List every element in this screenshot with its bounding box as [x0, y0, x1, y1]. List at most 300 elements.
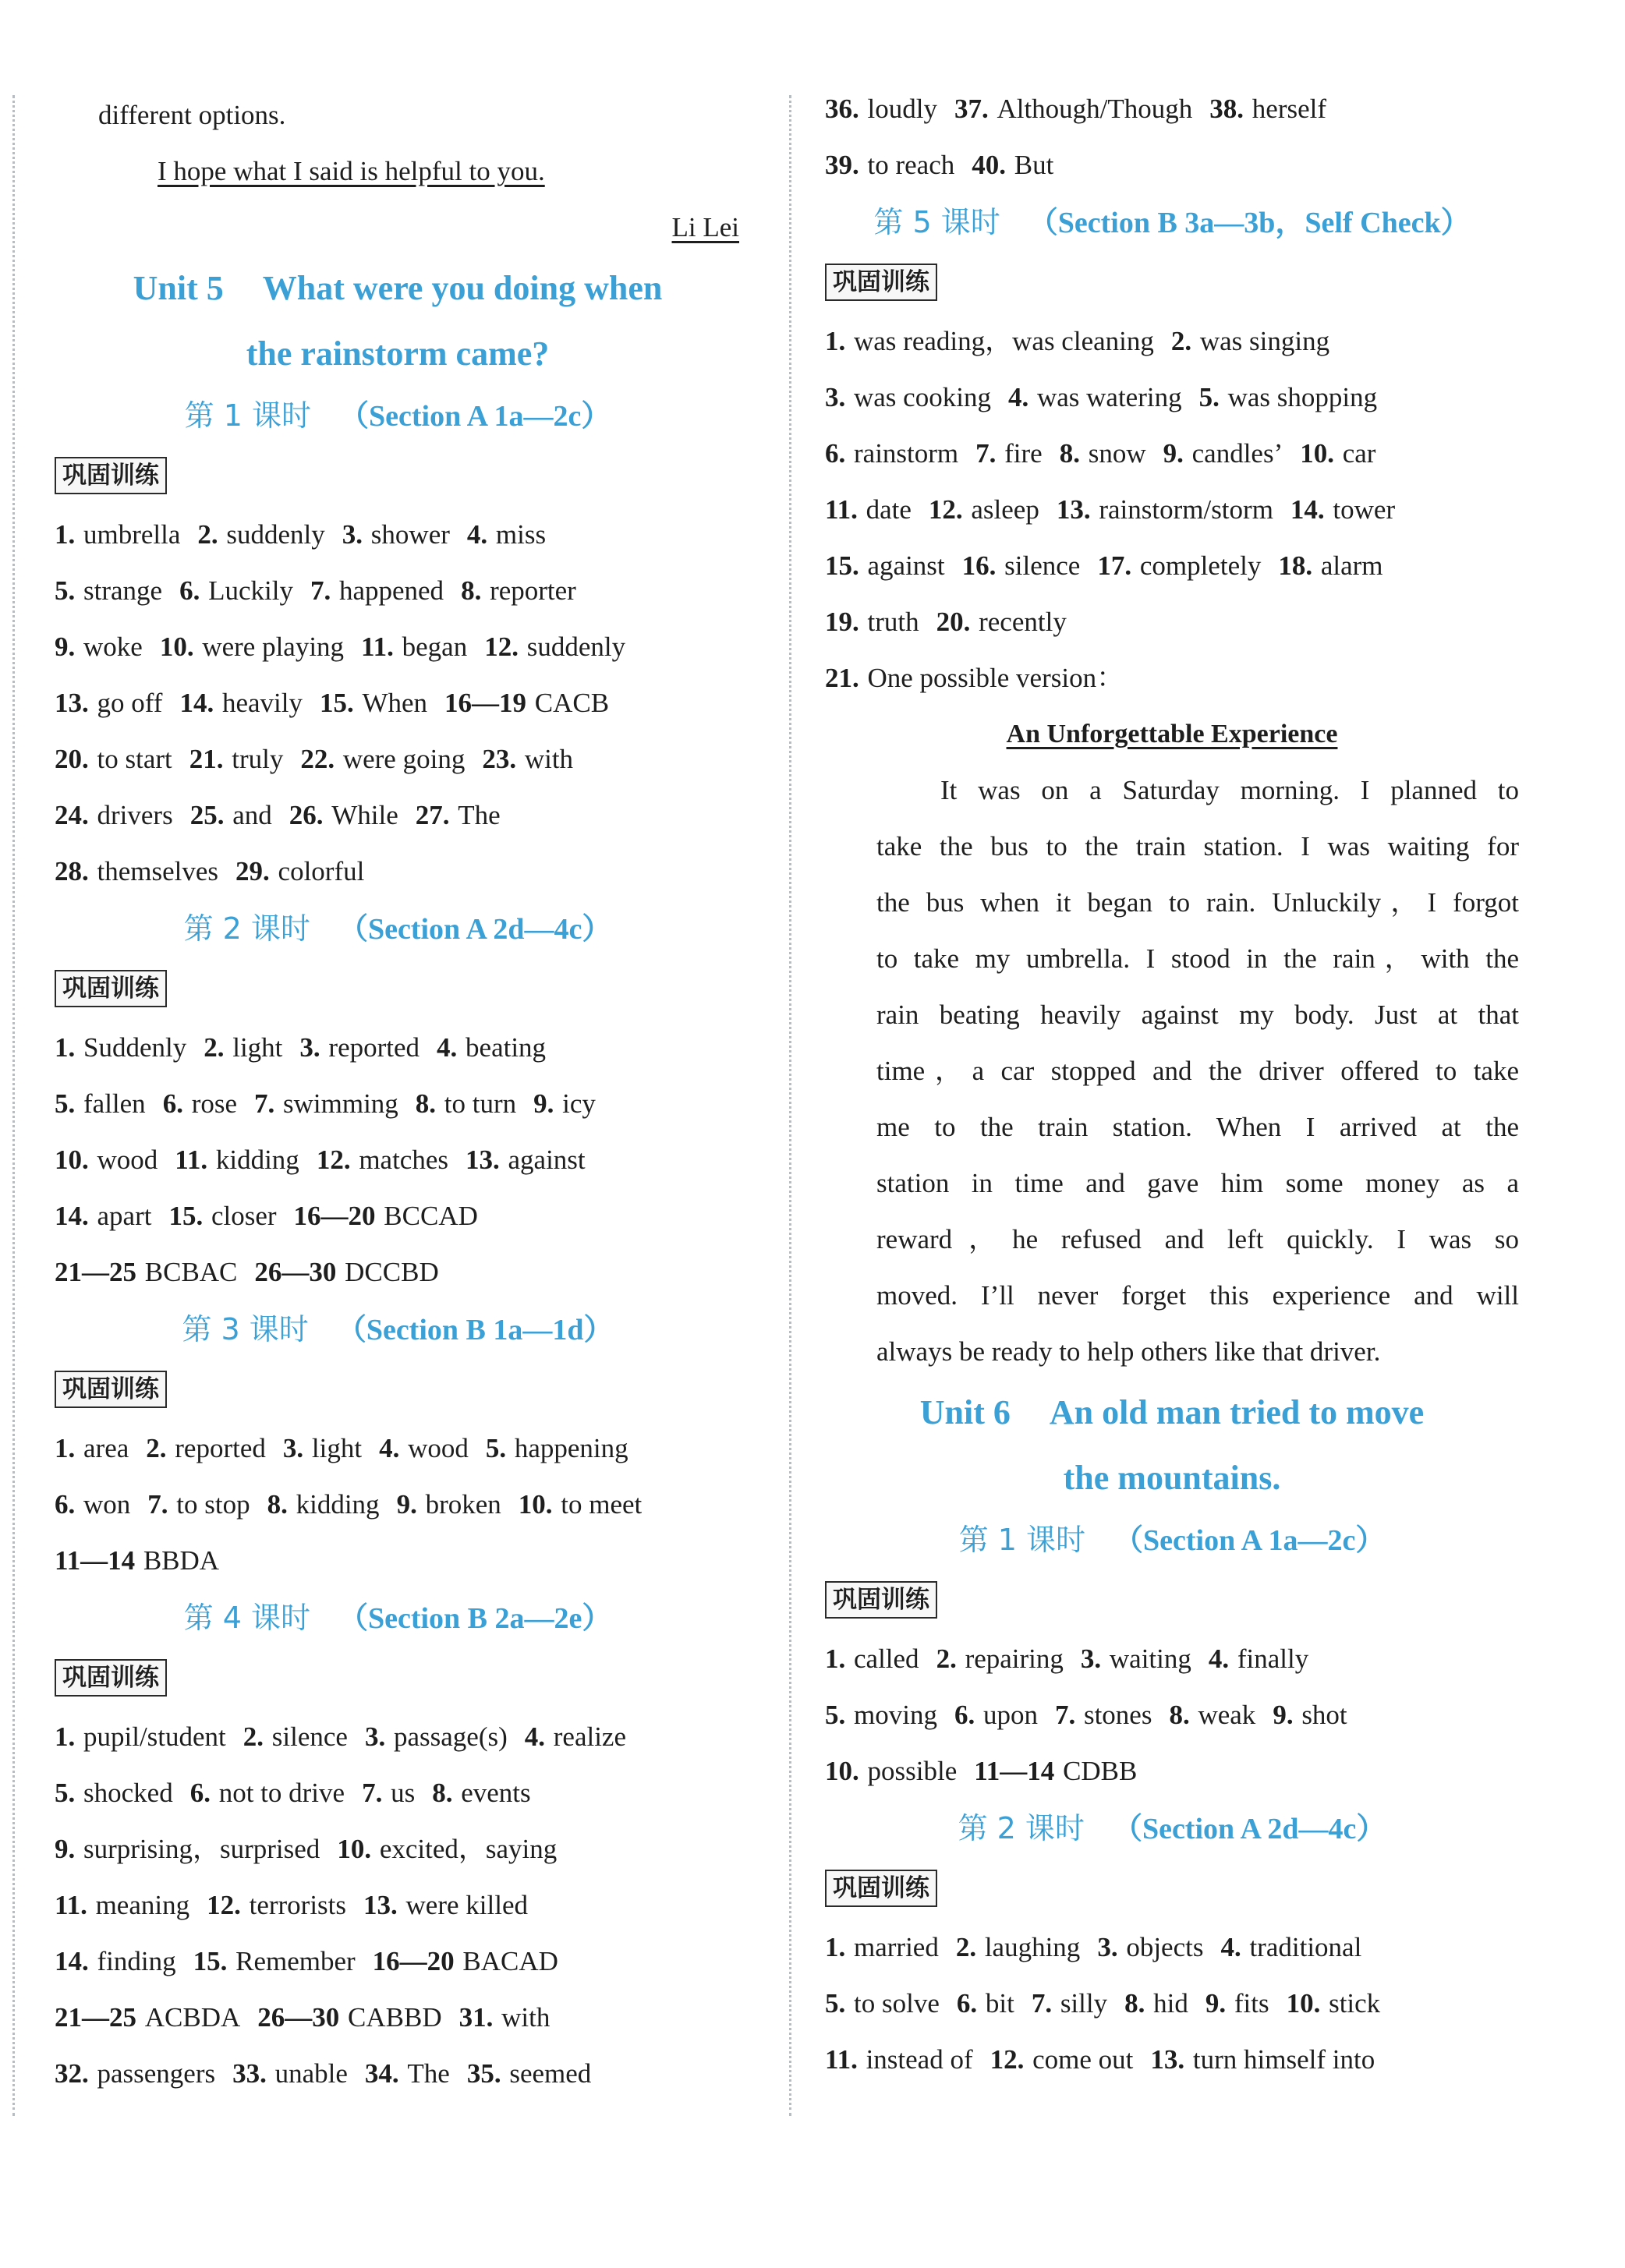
unit5-lesson2	[55, 900, 741, 1300]
answer-text: suddenly	[226, 519, 325, 550]
lesson-section: （Section B 1a—1d）	[336, 1314, 614, 1346]
answer-text: rainstorm/storm	[1099, 494, 1273, 525]
lesson-section: （Section A 1a—2c）	[339, 400, 611, 433]
answer-number: 3.	[299, 1032, 320, 1063]
essay-line: to take my umbrella. I stood in the rain，with the	[876, 943, 1519, 974]
answer-text: married	[854, 1932, 939, 1962]
essay-line: always be ready to help others like that driver.	[876, 1336, 1381, 1367]
practice-tag: 巩固训练	[825, 1870, 937, 1907]
answer-number: 37.	[954, 94, 989, 124]
answer-text: silence	[1004, 550, 1081, 581]
answer-number: 5.	[55, 1778, 76, 1808]
answer-line	[55, 1477, 741, 1533]
answer-line	[825, 482, 1519, 538]
right-column	[825, 81, 1519, 2088]
answer-text: passage(s)	[393, 1721, 508, 1752]
lesson-section: （Section A 1a—2c）	[1113, 1524, 1386, 1557]
lesson-section: （Section A 2d—4c）	[1112, 1813, 1386, 1845]
answer-text: colorful	[278, 856, 365, 886]
answer-text: not to drive	[218, 1778, 345, 1808]
answer-number: 3.	[1080, 1644, 1102, 1674]
answer-text: CDBB	[1063, 1756, 1138, 1786]
answer-line	[55, 563, 741, 619]
answer-number: 1.	[55, 519, 76, 550]
answer-line	[55, 1990, 741, 2046]
lesson-section: （Section B 2a—2e）	[338, 1602, 612, 1635]
answer-number: 5.	[55, 1088, 76, 1119]
answer-text: suddenly	[526, 632, 626, 662]
essay-line: moved. I’ll never forget this experience and will	[876, 1280, 1519, 1311]
lesson-number: 第 1 课时	[958, 1523, 1085, 1557]
answer-text: was cooking	[854, 382, 991, 412]
answer-text: excited，saying	[379, 1834, 558, 1864]
answer-text: events	[461, 1778, 531, 1808]
answer-number: 10.	[825, 1756, 859, 1786]
answer-number: 31.	[458, 2002, 494, 2033]
answer-number: 8.	[1169, 1700, 1190, 1730]
answer-number: 2.	[243, 1721, 264, 1752]
answer-number: 8.	[267, 1489, 288, 1520]
answer-number: 1.	[825, 1644, 846, 1674]
answer-number: 1.	[55, 1433, 76, 1463]
answer-line	[55, 1421, 741, 1477]
answer-text: meaning	[95, 1890, 190, 1920]
answer-number: 11.	[825, 2044, 858, 2075]
practice-tag-row	[55, 1647, 741, 1709]
answer-number: 14.	[55, 1201, 89, 1231]
answer-number: 4.	[1208, 1644, 1230, 1674]
answer-text: stones	[1083, 1700, 1152, 1730]
answer-number: 3.	[1097, 1932, 1118, 1962]
answer-number: 21.	[189, 744, 224, 774]
answer-text: apart	[97, 1201, 152, 1231]
answer-text: One possible version：	[867, 663, 1124, 693]
answer-text: objects	[1126, 1932, 1204, 1962]
answer-text: Remember	[235, 1946, 356, 1976]
answer-text: BCCAD	[384, 1201, 478, 1231]
left-column	[55, 87, 741, 2102]
answer-text: But	[1014, 150, 1054, 180]
answer-text: While	[331, 800, 398, 830]
answer-number: 5.	[55, 575, 76, 606]
answer-text: kidding	[296, 1489, 380, 1520]
answer-text: to start	[97, 744, 172, 774]
answer-text: silence	[271, 1721, 348, 1752]
answer-line	[55, 1020, 741, 1076]
answer-text: shot	[1301, 1700, 1347, 1730]
unit6-lesson1	[825, 1511, 1519, 1799]
answer-text: themselves	[97, 856, 219, 886]
answer-number: 9.	[1273, 1700, 1294, 1730]
practice-tag: 巩固训练	[55, 970, 167, 1007]
answer-text: recently	[979, 607, 1067, 637]
answer-text: passengers	[97, 2058, 216, 2089]
answer-number: 6.	[189, 1778, 211, 1808]
essay-line: station in time and gave him some money as a	[876, 1168, 1519, 1198]
answer-number: 10.	[1286, 1988, 1321, 2019]
lesson-heading	[55, 1589, 741, 1647]
answer-text: matches	[359, 1145, 448, 1175]
answer-line	[825, 137, 1519, 193]
answer-line	[825, 1976, 1519, 2032]
answer-text: terrorists	[249, 1890, 347, 1920]
unit5-lesson4	[55, 1589, 741, 2102]
answer-number: 3.	[342, 519, 363, 550]
practice-tag: 巩固训练	[825, 1581, 937, 1619]
answer-number: 2.	[955, 1932, 977, 1962]
answer-text: heavily	[221, 688, 303, 718]
answer-text: car	[1342, 438, 1376, 469]
answer-line	[825, 650, 1519, 706]
answer-text: shocked	[83, 1778, 173, 1808]
answer-number: 6.	[954, 1700, 975, 1730]
answer-number: 6.	[55, 1489, 76, 1520]
answer-text: asleep	[971, 494, 1039, 525]
answer-text: reporter	[490, 575, 576, 606]
answer-text: upon	[982, 1700, 1038, 1730]
answer-line	[55, 619, 741, 675]
unit5-heading-line1	[55, 256, 741, 321]
answer-line	[55, 1533, 741, 1589]
letter-hope-line	[55, 143, 741, 200]
practice-tag: 巩固训练	[55, 457, 167, 494]
column-divider	[789, 95, 791, 2116]
answer-number: 5.	[825, 1988, 846, 2019]
answer-text: were going	[342, 744, 466, 774]
essay-line: the bus when it began to rain. Unluckily，I forgot	[876, 887, 1519, 918]
answer-number: 4.	[1220, 1932, 1241, 1962]
answer-text: miss	[495, 519, 547, 550]
essay-line: rain beating heavily against my body. Just at that	[876, 1000, 1519, 1030]
answer-text: CACB	[534, 688, 610, 718]
answer-number: 34.	[364, 2058, 399, 2089]
answer-text: herself	[1251, 94, 1327, 124]
answer-number: 21—25	[55, 2002, 136, 2033]
answer-number: 6.	[179, 575, 200, 606]
answer-text: truly	[232, 744, 284, 774]
answer-text: with	[501, 2002, 551, 2033]
answer-text: date	[866, 494, 912, 525]
answer-line	[825, 594, 1519, 650]
answer-number: 3.	[825, 382, 846, 412]
answer-number: 9.	[1205, 1988, 1227, 2019]
answer-number: 12.	[316, 1145, 351, 1175]
answer-number: 7.	[1054, 1700, 1076, 1730]
answer-number: 2.	[204, 1032, 225, 1063]
answer-text: was shopping	[1227, 382, 1378, 412]
answer-number: 4.	[524, 1721, 545, 1752]
answer-number: 12.	[484, 632, 519, 662]
answer-text: were killed	[405, 1890, 528, 1920]
answer-number: 4.	[466, 519, 488, 550]
unit5-title-a: What were you doing when	[262, 269, 663, 307]
answer-number: 36.	[825, 94, 859, 124]
answer-number: 7.	[362, 1778, 383, 1808]
answer-number: 17.	[1097, 550, 1132, 581]
answer-text: loudly	[867, 94, 937, 124]
answer-line	[55, 1877, 741, 1934]
answer-number: 13.	[466, 1145, 500, 1175]
answer-number: 3.	[282, 1433, 304, 1463]
answer-number: 8.	[461, 575, 482, 606]
answer-text: and	[232, 800, 272, 830]
lesson-number: 第 4 课时	[183, 1601, 310, 1635]
unit5-lesson3	[55, 1300, 741, 1589]
answer-text: silly	[1060, 1988, 1108, 2019]
answer-text: swimming	[283, 1088, 398, 1119]
practice-tag-row	[825, 1857, 1519, 1919]
answer-text: go off	[97, 688, 163, 718]
answer-line	[55, 1188, 741, 1244]
answer-number: 7.	[1031, 1988, 1053, 2019]
answer-number: 29.	[235, 856, 270, 886]
letter-hope-text: I hope what I said is helpful to you.	[158, 156, 545, 186]
answer-text: to turn	[444, 1088, 517, 1119]
answer-number: 18.	[1278, 550, 1313, 581]
answer-number: 12.	[928, 494, 963, 525]
answer-text: instead of	[866, 2044, 973, 2075]
unit5-title-b: the rainstorm came?	[246, 334, 550, 373]
answer-number: 4.	[437, 1032, 458, 1063]
answer-line	[55, 675, 741, 731]
answer-number: 11.	[175, 1145, 208, 1175]
answer-number: 11.	[55, 1890, 87, 1920]
answer-text: light	[311, 1433, 363, 1463]
answer-text: DCCBD	[345, 1257, 439, 1287]
answer-text: drivers	[97, 800, 173, 830]
answer-text: area	[83, 1433, 129, 1463]
answer-number: 13.	[55, 688, 89, 718]
answer-number: 14.	[179, 688, 214, 718]
answer-text: BBDA	[143, 1545, 220, 1576]
answer-text: against	[867, 550, 945, 581]
answer-text: finding	[97, 1946, 176, 1976]
answer-number: 11—14	[55, 1545, 136, 1576]
answer-text: to meet	[561, 1489, 643, 1520]
practice-tag: 巩固训练	[55, 1659, 167, 1697]
answer-text: surprising，surprised	[83, 1834, 320, 1864]
answer-text: against	[508, 1145, 586, 1175]
answer-number: 4.	[379, 1433, 400, 1463]
answer-line	[825, 1631, 1519, 1687]
answer-number: 5.	[485, 1433, 507, 1463]
answer-number: 15.	[319, 688, 354, 718]
essay-line: It was on a Saturday morning. I planned to	[940, 775, 1519, 805]
practice-tag: 巩固训练	[825, 264, 937, 301]
essay-line: reward，he refused and left quickly. I was so	[876, 1224, 1519, 1254]
answer-number: 9.	[533, 1088, 554, 1119]
answer-number: 14.	[55, 1946, 89, 1976]
unit5-lesson4-continued	[825, 81, 1519, 193]
unit6-number: Unit 6	[919, 1393, 1011, 1431]
answer-text: tower	[1333, 494, 1396, 525]
answer-text: When	[362, 688, 428, 718]
answer-number: 11.	[825, 494, 858, 525]
unit6-title-a: An old man tried to move	[1049, 1393, 1425, 1431]
answer-text: BACAD	[462, 1946, 558, 1976]
answer-text: CABBD	[348, 2002, 442, 2033]
answer-text: turn himself into	[1192, 2044, 1375, 2075]
answer-number: 4.	[1007, 382, 1029, 412]
answer-number: 7.	[147, 1489, 168, 1520]
unit5-number: Unit 5	[133, 269, 224, 307]
answer-number: 8.	[415, 1088, 437, 1119]
answer-number: 22.	[300, 744, 335, 774]
answer-number: 19.	[825, 607, 859, 637]
answer-line	[825, 313, 1519, 370]
unit5-lesson1	[55, 387, 741, 900]
answer-text: Suddenly	[83, 1032, 187, 1063]
answer-text: fallen	[83, 1088, 146, 1119]
answer-number: 15.	[825, 550, 859, 581]
answer-text: pupil/student	[83, 1721, 226, 1752]
essay-line: me to the train station. When I arrived at the	[876, 1112, 1519, 1142]
answer-number: 9.	[55, 632, 76, 662]
answer-line	[55, 1934, 741, 1990]
answer-text: wood	[97, 1145, 158, 1175]
answer-number: 25.	[189, 800, 225, 830]
answer-number: 13.	[1150, 2044, 1185, 2075]
answer-line	[825, 1743, 1519, 1799]
answer-number: 10.	[337, 1834, 372, 1864]
unit6-lesson2	[825, 1799, 1519, 2088]
answer-text: broken	[425, 1489, 501, 1520]
answer-text: began	[402, 632, 468, 662]
answer-number: 11—14	[974, 1756, 1055, 1786]
answer-number: 8.	[1059, 438, 1080, 469]
letter-closing-line: different options.	[98, 100, 286, 130]
answer-line	[55, 1709, 741, 1765]
answer-number: 21.	[825, 663, 859, 693]
answer-number: 5.	[1198, 382, 1220, 412]
lesson-number: 第 5 课时	[873, 205, 1000, 239]
answer-text: to solve	[854, 1988, 940, 2019]
answer-number: 33.	[232, 2058, 267, 2089]
answer-text: completely	[1139, 550, 1262, 581]
answer-text: come out	[1032, 2044, 1134, 2075]
answer-text: rainstorm	[854, 438, 959, 469]
answer-text: repairing	[965, 1644, 1064, 1674]
answer-line	[55, 507, 741, 563]
answer-number: 2.	[936, 1644, 957, 1674]
answer-text: moving	[854, 1700, 937, 1730]
answer-number: 28.	[55, 856, 89, 886]
answer-line	[55, 844, 741, 900]
answer-text: us	[391, 1778, 416, 1808]
answer-text: were playing	[202, 632, 345, 662]
practice-tag-row	[55, 957, 741, 1020]
answer-text: closer	[211, 1201, 277, 1231]
answer-text: fits	[1234, 1988, 1269, 2019]
lesson-number: 第 1 课时	[184, 398, 311, 433]
answer-text: won	[83, 1489, 131, 1520]
essay-title: An Unforgettable Experience	[1006, 720, 1338, 748]
answer-text: beating	[466, 1032, 547, 1063]
unit6-title-b: the mountains.	[1063, 1459, 1281, 1497]
answer-text: reported	[175, 1433, 266, 1463]
answer-text: finally	[1237, 1644, 1309, 1674]
answer-text: waiting	[1109, 1644, 1191, 1674]
answer-number: 1.	[825, 1932, 846, 1962]
answer-text: woke	[83, 632, 143, 662]
answer-text: was watering	[1036, 382, 1182, 412]
practice-tag-row	[825, 1569, 1519, 1631]
practice-tag-row	[55, 1358, 741, 1421]
answer-text: kidding	[215, 1145, 299, 1175]
answer-number: 7.	[975, 438, 997, 469]
lesson-heading	[55, 387, 741, 444]
practice-tag-row	[55, 444, 741, 507]
answer-text: icy	[562, 1088, 596, 1119]
answer-text: weak	[1198, 1700, 1256, 1730]
lesson-heading	[825, 1799, 1519, 1857]
answer-text: hid	[1153, 1988, 1188, 2019]
answer-line	[825, 426, 1519, 482]
answer-line	[825, 370, 1519, 426]
essay-line: time，a car stopped and the driver offered to take	[876, 1056, 1519, 1086]
answer-line	[55, 731, 741, 787]
answer-text: ACBDA	[144, 2002, 241, 2033]
unit6-heading-line2	[825, 1445, 1519, 1511]
answer-number: 20.	[55, 744, 89, 774]
answer-text: BCBAC	[144, 1257, 238, 1287]
answer-number: 16.	[961, 550, 997, 581]
answer-text: happening	[514, 1433, 628, 1463]
answer-line	[825, 81, 1519, 137]
answer-text: The	[407, 2058, 450, 2089]
lesson-heading	[55, 900, 741, 957]
answer-number: 8.	[1124, 1988, 1145, 2019]
answer-text: candles’	[1191, 438, 1283, 469]
answer-text: was reading，was cleaning	[854, 326, 1154, 356]
answer-text: strange	[83, 575, 163, 606]
unit6-heading-line1	[825, 1380, 1519, 1445]
answer-text: light	[232, 1032, 283, 1063]
answer-number: 3.	[364, 1721, 386, 1752]
answer-line	[55, 787, 741, 844]
answer-number: 11.	[361, 632, 394, 662]
answer-number: 14.	[1290, 494, 1325, 525]
lesson-heading	[825, 1511, 1519, 1569]
lesson-number: 第 2 课时	[183, 911, 310, 946]
answer-number: 2.	[146, 1433, 167, 1463]
answer-number: 24.	[55, 800, 89, 830]
answer-text: happened	[338, 575, 444, 606]
answer-text: traditional	[1249, 1932, 1362, 1962]
answer-number: 26—30	[254, 1257, 337, 1287]
answer-line	[55, 1821, 741, 1877]
answer-line	[825, 1687, 1519, 1743]
practice-tag: 巩固训练	[55, 1371, 167, 1408]
answer-text: shower	[370, 519, 450, 550]
answer-number: 13.	[363, 1890, 398, 1920]
answer-number: 7.	[310, 575, 331, 606]
answer-text: umbrella	[83, 519, 181, 550]
answer-number: 16—20	[372, 1946, 455, 1976]
answer-number: 38.	[1209, 94, 1244, 124]
answer-number: 23.	[482, 744, 517, 774]
answer-number: 6.	[162, 1088, 183, 1119]
answer-number: 10.	[1300, 438, 1334, 469]
answer-text: reported	[328, 1032, 420, 1063]
unit5-heading-line2	[55, 321, 741, 387]
answer-text: seemed	[509, 2058, 592, 2089]
answer-number: 1.	[55, 1032, 76, 1063]
answer-text: called	[854, 1644, 919, 1674]
lesson-heading	[55, 1300, 741, 1358]
answer-text: laughing	[984, 1932, 1081, 1962]
practice-tag-row	[825, 251, 1519, 313]
